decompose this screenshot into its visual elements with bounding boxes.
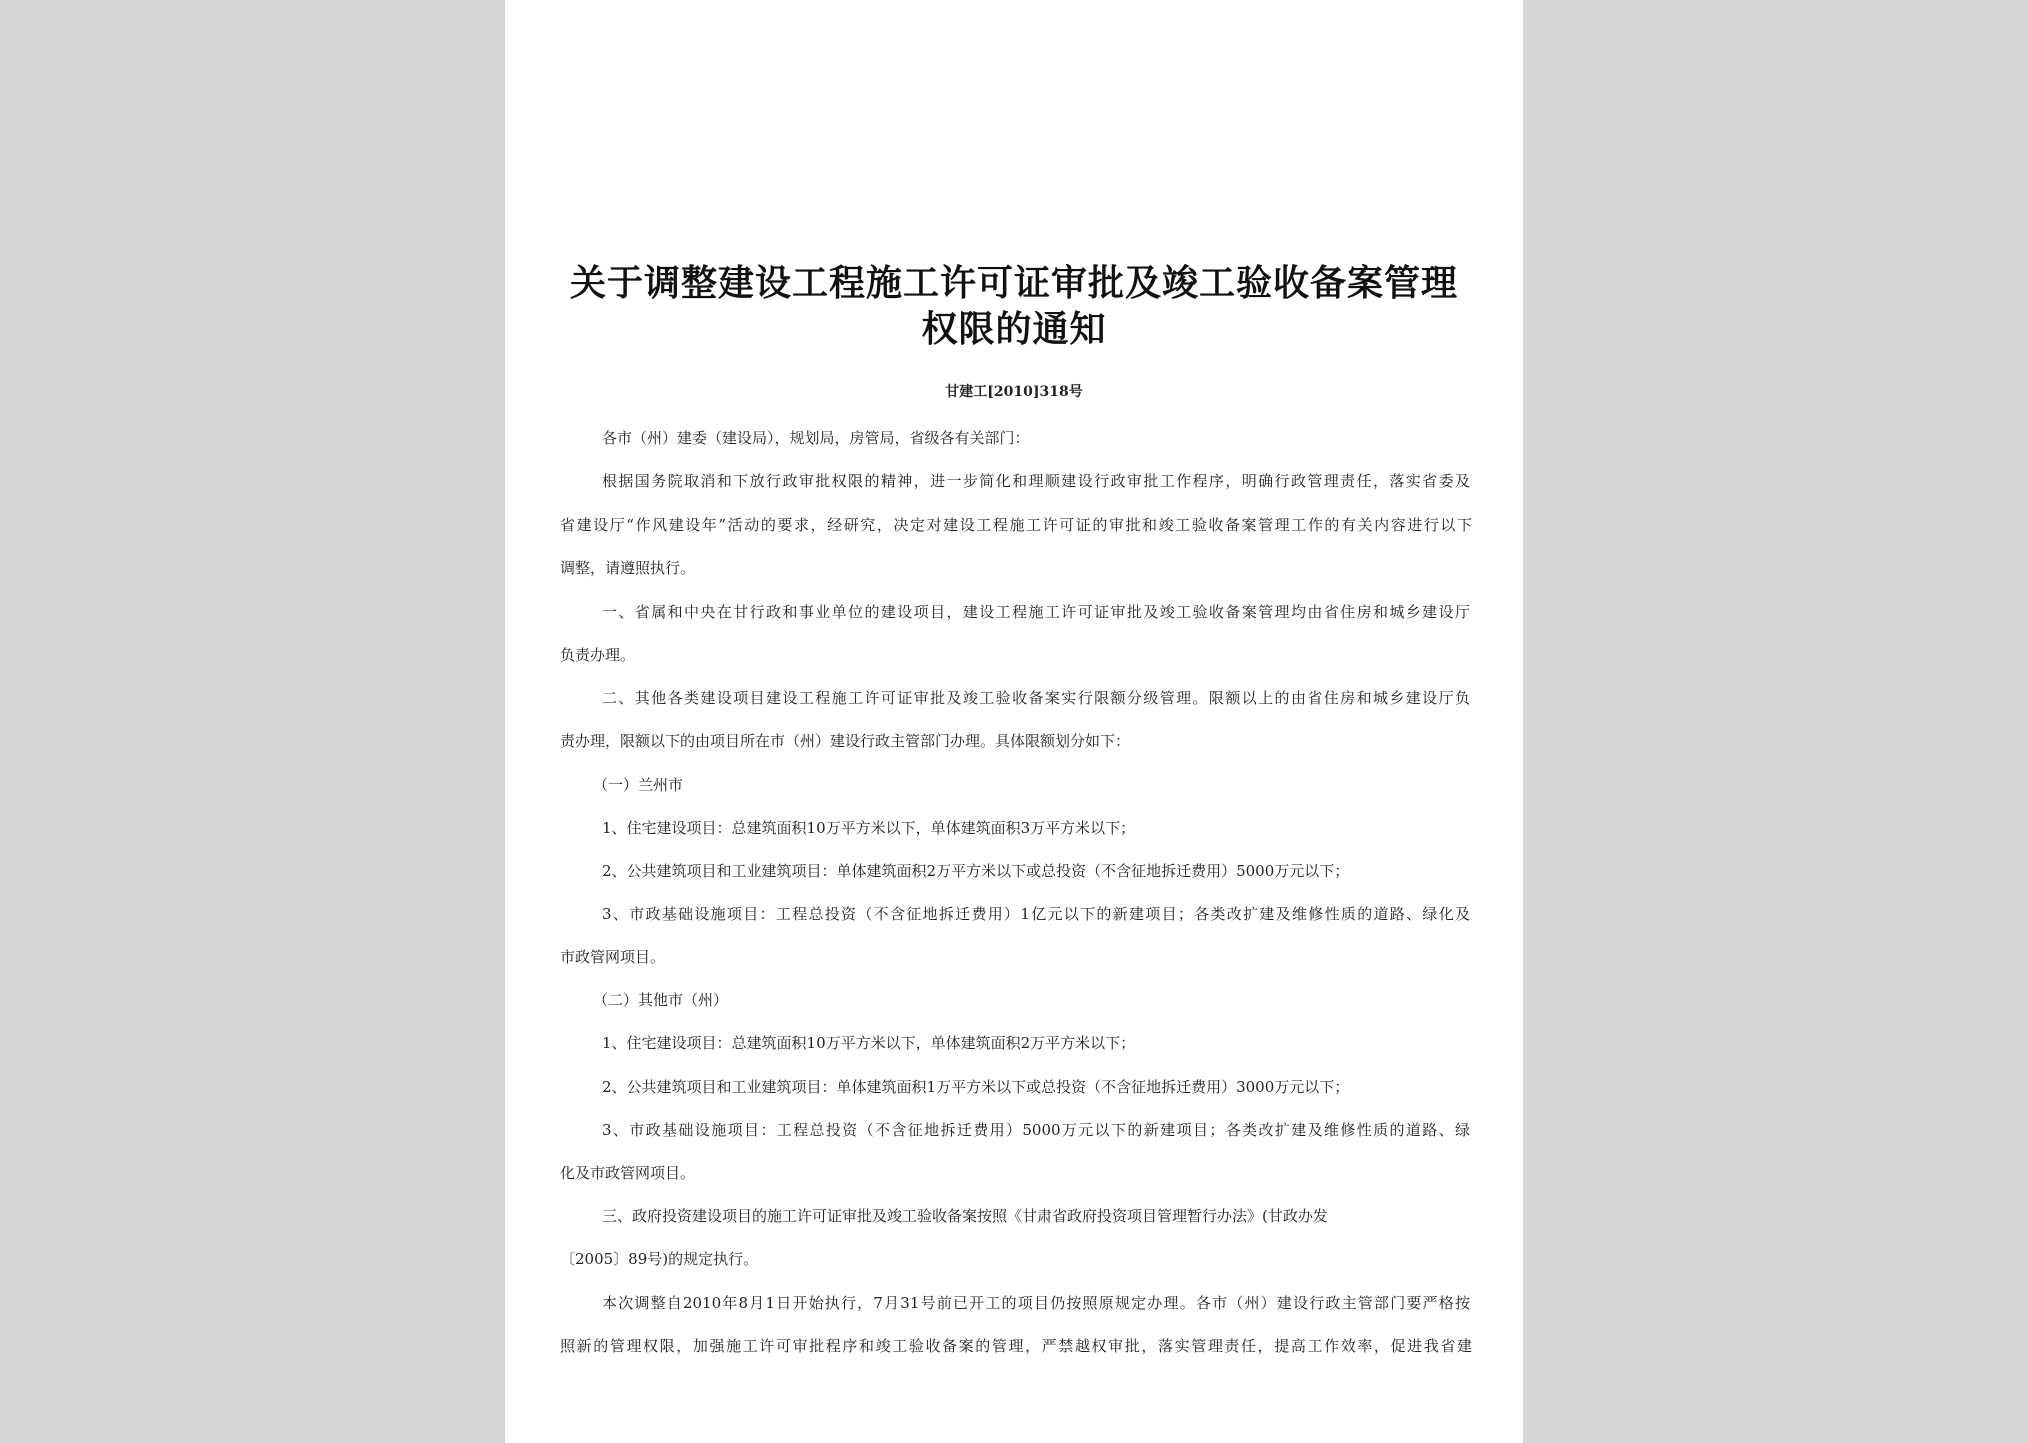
paragraph-line: 三、政府投资建设项目的施工许可证审批及竣工验收备案按照《甘肃省政府投资项目管理暂行办法》(甘政办发 [602, 1207, 1328, 1225]
paragraph-line: 3、市政基础设施项目：工程总投资（不含征地拆迁费用）5000万元以下的新建项目；各类改扩建及维修性质的道路、绿 [602, 1121, 1470, 1139]
paragraph-line: 责办理，限额以下的由项目所在市（州）建设行政主管部门办理。具体限额划分如下： [560, 732, 1131, 750]
paragraph-line: 二、其他各类建设项目建设工程施工许可证审批及竣工验收备案实行限额分级管理。限额以上的由省住房和城乡建设厅负 [602, 689, 1470, 707]
paragraph-line: 1、住宅建设项目：总建筑面积10万平方米以下，单体建筑面积2万平方米以下； [602, 1034, 1136, 1052]
paragraph-line: 市政管网项目。 [560, 948, 666, 966]
paragraph-line: 调整，请遵照执行。 [560, 559, 696, 577]
paragraph-line: 根据国务院取消和下放行政审批权限的精神，进一步简化和理顺建设行政审批工作程序，明确行政管理责任，落实省委及 [602, 472, 1470, 490]
title-line-2: 权限的通知 [921, 308, 1107, 350]
paragraph-line: 〔2005〕89号)的规定执行。 [560, 1250, 759, 1268]
salutation-line: 各市（州）建委（建设局），规划局，房管局，省级各有关部门： [602, 429, 1030, 447]
paragraph-line: 1、住宅建设项目：总建筑面积10万平方米以下，单体建筑面积3万平方米以下； [602, 819, 1136, 837]
paragraph-line: 2、公共建筑项目和工业建筑项目：单体建筑面积2万平方米以下或总投资（不含征地拆迁费用）5000万元以下； [602, 862, 1350, 880]
paragraph-line: 化及市政管网项目。 [560, 1164, 696, 1182]
paragraph-line: 负责办理。 [560, 646, 636, 664]
paragraph-line: 照新的管理权限，加强施工许可审批程序和竣工验收备案的管理，严禁越权审批，落实管理责任，提高工作效率，促进我省建 [560, 1337, 1472, 1355]
paragraph-line: 本次调整自2010年8月1日开始执行，7月31号前已开工的项目仍按照原规定办理。各市（州）建设行政主管部门要严格按 [602, 1294, 1470, 1312]
document-title [565, 260, 1463, 352]
document-number: 甘建工[2010]318号 [945, 384, 1083, 400]
subheading-lanzhou: （一）兰州市 [593, 776, 684, 794]
document-page [505, 0, 1523, 1443]
paragraph-line: 3、市政基础设施项目：工程总投资（不含征地拆迁费用）1亿元以下的新建项目；各类改扩建及维修性质的道路、绿化及 [602, 905, 1470, 923]
title-line-1: 关于调整建设工程施工许可证审批及竣工验收备案管理 [569, 262, 1458, 304]
paragraph-line: 2、公共建筑项目和工业建筑项目：单体建筑面积1万平方米以下或总投资（不含征地拆迁费用）3000万元以下； [602, 1078, 1350, 1096]
paragraph-line: 一、省属和中央在甘行政和事业单位的建设项目，建设工程施工许可证审批及竣工验收备案管理均由省住房和城乡建设厅 [602, 603, 1470, 621]
subheading-other-cities: （二）其他市（州） [593, 991, 729, 1009]
paragraph-line: 省建设厅“作风建设年”活动的要求，经研究，决定对建设工程施工许可证的审批和竣工验收备案管理工作的有关内容进行以下 [560, 516, 1472, 534]
